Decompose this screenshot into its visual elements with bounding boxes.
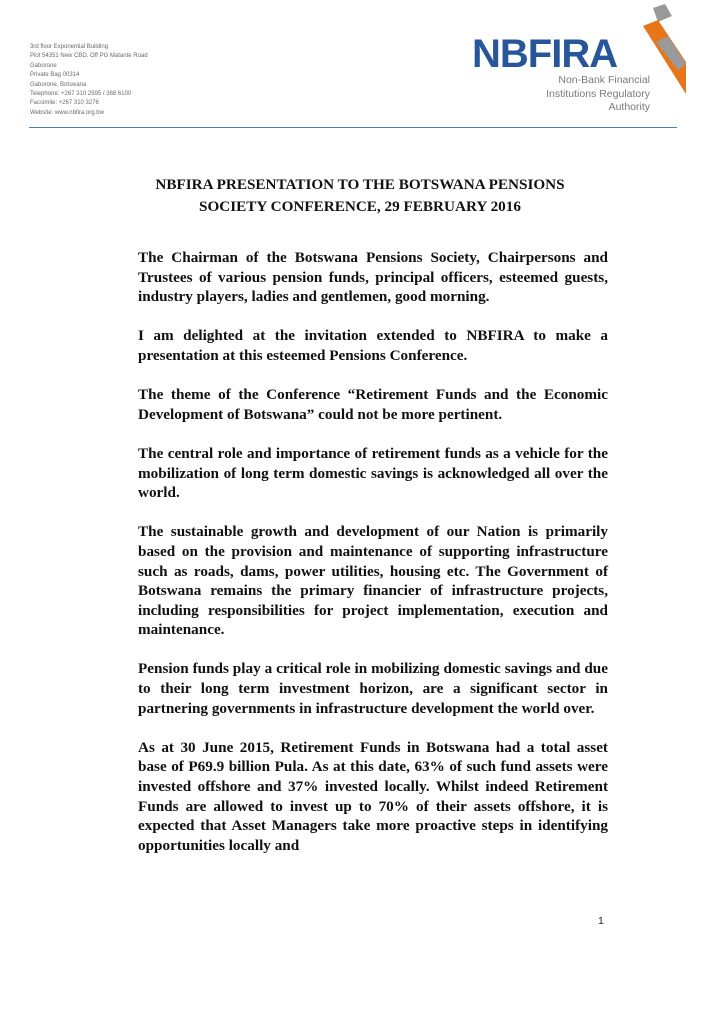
paragraph: Pension funds play a critical role in mobilizing domestic savings and due to their long term investment horizon, are a significant sector in partnering governments in infrastructure development the world over. — [138, 660, 608, 717]
paragraph: The theme of the Conference “Retirement Funds and the Economic Development of Botswana” could not be more pertinent. — [138, 386, 608, 423]
address-line: Private Bag 00314 — [30, 72, 80, 79]
paragraph: The sustainable growth and development of our Nation is primarily based on the provision and maintenance of supporting infrastructure such as roads, dams, power utilities, housing etc. The Government of Botswana remains the primary financier of infrastructure projects, including responsibilities for project implementation, execution and maintenance. — [138, 523, 608, 639]
title-line: NBFIRA PRESENTATION TO THE BOTSWANA PENSIONS — [155, 176, 565, 193]
paragraph: I am delighted at the invitation extended to NBFIRA to make a presentation at this esteemed Pensions Conference. — [138, 327, 608, 364]
address-line: Plot 54351 New CBD, Off PG Matante Road — [30, 53, 148, 60]
tagline-line: Institutions Regulatory — [546, 87, 650, 100]
address-line: 3rd floor Exponential Building — [30, 44, 109, 50]
title-line: SOCIETY CONFERENCE, 29 FEBRUARY 2016 — [199, 198, 521, 215]
logo-tagline — [546, 74, 650, 115]
letterhead-address — [30, 43, 290, 118]
paragraph: The central role and importance of retirement funds as a vehicle for the mobilization of long term domestic savings is acknowledged all over the world. — [138, 444, 608, 502]
document-body — [138, 248, 608, 855]
tagline-line: Authority — [608, 101, 650, 113]
header-divider — [29, 127, 677, 128]
address-line: Website: www.nbfira.org.bw — [30, 109, 104, 116]
document-title — [70, 174, 650, 218]
address-line: Facsimile: +267 310 3276 — [30, 100, 99, 107]
tagline-line: Non-Bank Financial — [558, 74, 650, 86]
paragraph: As at 30 June 2015, Retirement Funds in Botswana had a total asset base of P69.9 billion Pula. As at this date, 63% of such fund assets were invested offshore and 37% invested locally. Whilst indeed Retirement Funds are allowed to invest up to 70% of their assets offshore, it is expected that Asset Managers take more proactive steps in identifying opportunities locally and — [138, 738, 608, 854]
logo-wordmark: NBFIRA — [472, 32, 618, 76]
address-line: Gaborone, Botswana — [30, 81, 87, 88]
address-line: Telephone: +267 310 2595 / 368 6100 — [30, 91, 132, 98]
paragraph: The Chairman of the Botswana Pensions Society, Chairpersons and Trustees of various pension funds, principal officers, esteemed guests, industry players, ladies and gentlemen, good morning. — [138, 249, 608, 306]
page-number: 1 — [598, 915, 604, 927]
address-line: Gaborone — [30, 62, 57, 69]
